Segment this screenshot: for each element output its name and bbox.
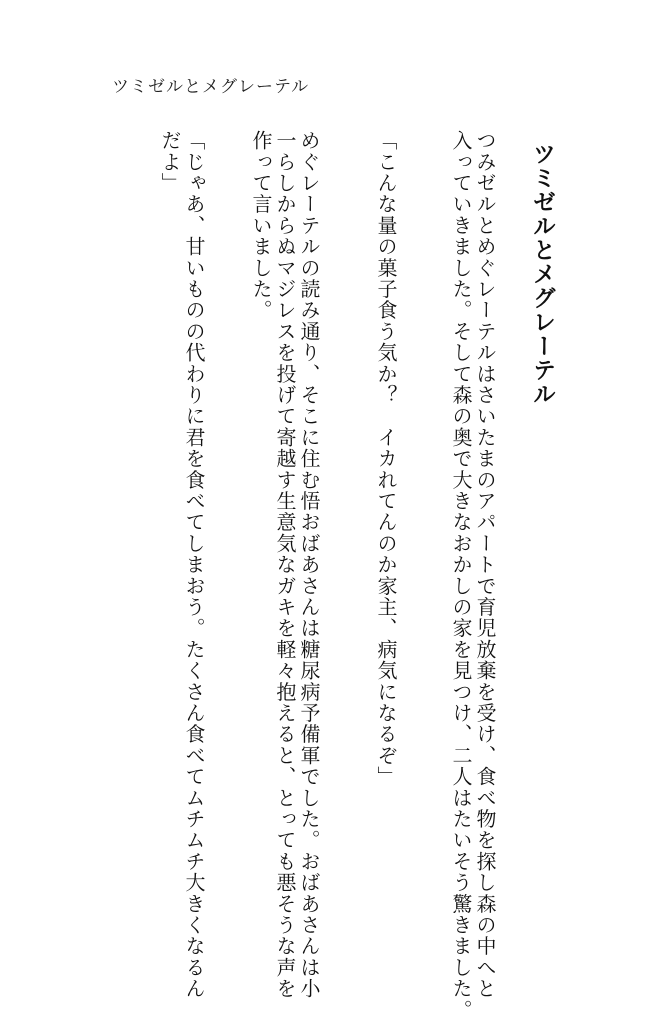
paragraph-2-line: 一らしからぬマジレスを投げて寄越す生意気なガキを軽々抱えると、とっても悪そうな声を	[273, 130, 297, 1000]
paragraph-1-line: つみゼルとめぐレーテルはさいたまのアパートで育児放棄を受け、食べ物を探し森の中へと	[473, 130, 497, 1000]
paragraph-2	[249, 130, 321, 999]
story-title: ツミゼルとメグレーテル	[529, 142, 555, 406]
running-header: ツミゼルとメグレーテル	[112, 77, 310, 97]
dialogue-2-line: 「じゃあ、甘いものの代わりに君を食べてしまおう。たくさん食べてムチムチ大きくなるん	[182, 130, 206, 1000]
paragraph-1	[449, 130, 497, 1020]
dialogue-2	[158, 130, 206, 999]
dialogue-1-line: 「こんな量の菓子食う気か？ イカれてんのか家主、病気になるぞ」	[374, 130, 398, 788]
dialogue-1	[374, 130, 398, 787]
paragraph-1-line: 入っていきました。そして森の奥で大きなおかしの家を見つけ、二人はたいそう驚きました。	[449, 130, 473, 1020]
dialogue-2-line: だよ」	[158, 130, 182, 194]
paragraph-2-line: めぐレーテルの読み通り、そこに住む悟おばあさんは糖尿病予備軍でした。おばあさんは小	[297, 130, 321, 1000]
paragraph-2-line: 作って言いました。	[249, 130, 273, 321]
